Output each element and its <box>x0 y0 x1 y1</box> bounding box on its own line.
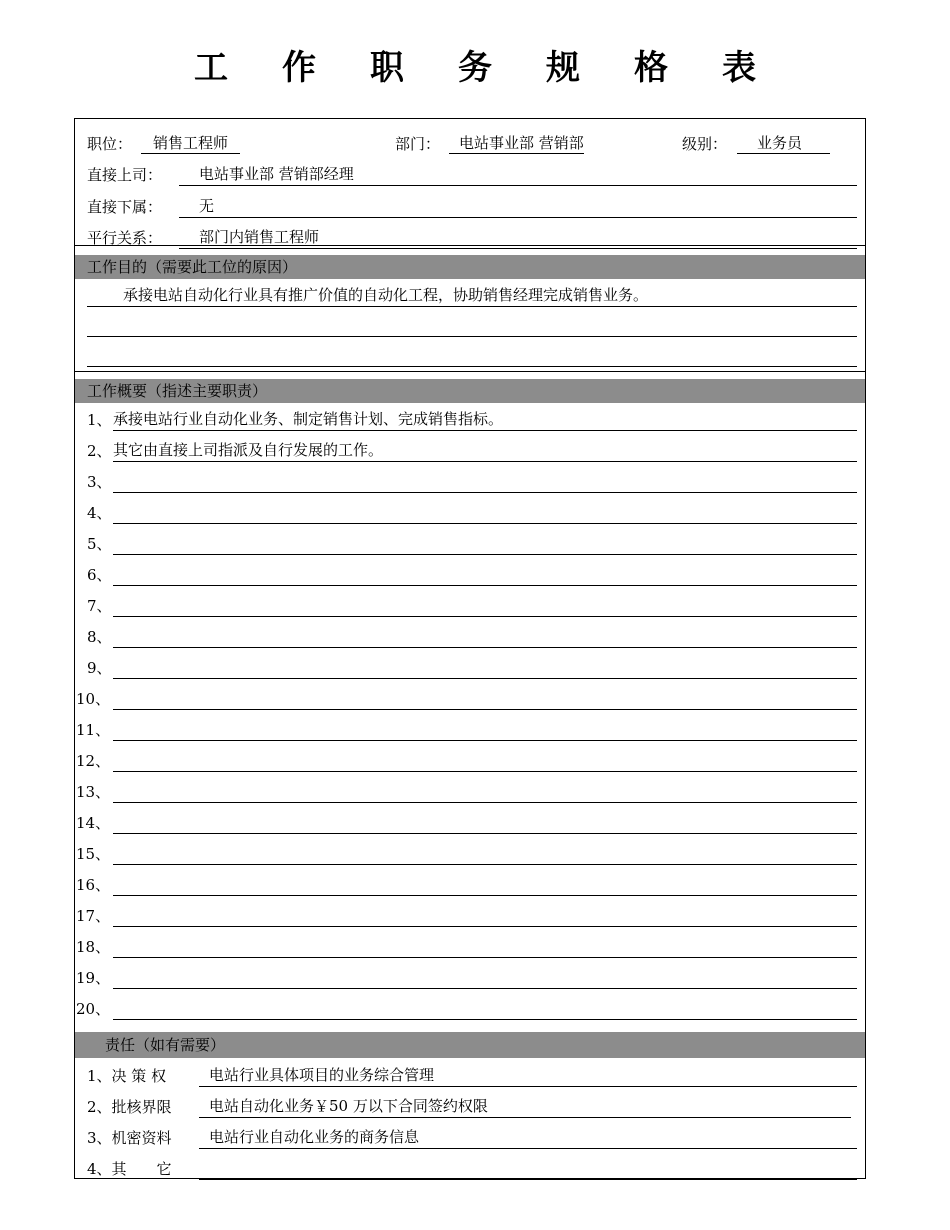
summary-item-number: 1、 <box>87 411 112 429</box>
header-row-4 <box>75 221 865 251</box>
summary-item-number: 17、 <box>76 907 111 925</box>
responsibility-item-label: 3、机密资料 <box>87 1129 172 1147</box>
responsibility-item <box>75 1059 865 1089</box>
subordinate-label: 直接下属： <box>87 198 163 216</box>
divider <box>75 371 865 372</box>
responsibility-item <box>75 1090 865 1120</box>
summary-item-number: 3、 <box>87 473 112 491</box>
summary-item-number: 10、 <box>76 690 111 708</box>
responsibility-heading: 责任（如有需要） <box>105 1036 226 1054</box>
position-label: 职位： <box>87 135 133 153</box>
summary-item <box>75 713 865 743</box>
level-label: 级别： <box>682 135 728 153</box>
position-value[interactable]: 销售工程师 <box>141 133 240 154</box>
summary-item-text[interactable] <box>113 966 857 989</box>
summary-item-number: 16、 <box>76 876 111 894</box>
summary-item-text[interactable] <box>113 625 857 648</box>
summary-item-text[interactable] <box>113 563 857 586</box>
summary-item <box>75 651 865 681</box>
header-row-3 <box>75 190 865 220</box>
summary-item <box>75 465 865 495</box>
summary-item-text[interactable] <box>113 687 857 710</box>
summary-item <box>75 434 865 464</box>
summary-item <box>75 868 865 898</box>
responsibility-item <box>75 1121 865 1151</box>
responsibility-item-label: 2、批核界限 <box>87 1098 172 1116</box>
summary-item <box>75 496 865 526</box>
purpose-text[interactable]: 承接电站自动化行业具有推广价值的自动化工程，协助销售经理完成销售业务。 <box>87 284 857 307</box>
summary-item-text[interactable] <box>113 718 857 741</box>
purpose-heading: 工作目的（需要此工位的原因） <box>87 258 298 276</box>
summary-item-text[interactable] <box>113 594 857 617</box>
summary-item <box>75 744 865 774</box>
summary-item-number: 20、 <box>76 1000 111 1018</box>
header-row-2 <box>75 158 865 188</box>
summary-item-text[interactable]: 承接电站行业自动化业务、制定销售计划、完成销售指标。 <box>113 408 857 431</box>
department-label: 部门： <box>395 135 441 153</box>
summary-item-text[interactable] <box>113 873 857 896</box>
summary-item <box>75 403 865 433</box>
summary-item-text[interactable] <box>113 532 857 555</box>
summary-item <box>75 837 865 867</box>
purpose-row-1 <box>75 279 865 309</box>
summary-item-number: 19、 <box>76 969 111 987</box>
responsibility-item-label: 4、其 它 <box>87 1160 172 1178</box>
summary-item-text[interactable] <box>113 997 857 1020</box>
summary-item-text[interactable] <box>113 749 857 772</box>
level-value[interactable]: 业务员 <box>737 133 830 154</box>
peer-value[interactable]: 部门内销售工程师 <box>179 226 857 249</box>
responsibility-item <box>75 1152 865 1182</box>
summary-item-text[interactable] <box>113 842 857 865</box>
summary-item-number: 7、 <box>87 597 112 615</box>
responsibility-heading-band <box>75 1032 865 1058</box>
summary-item <box>75 558 865 588</box>
page-title: 工 作 职 务 规 格 表 <box>194 48 778 88</box>
summary-item <box>75 806 865 836</box>
department-value[interactable]: 电站事业部 营销部 <box>449 133 584 154</box>
responsibility-item-value[interactable]: 电站自动化业务￥50 万以下合同签约权限 <box>199 1095 851 1118</box>
divider <box>75 245 865 246</box>
summary-item <box>75 682 865 712</box>
summary-item <box>75 930 865 960</box>
peer-label: 平行关系： <box>87 229 163 247</box>
summary-item-text[interactable] <box>113 935 857 958</box>
summary-item-number: 14、 <box>76 814 111 832</box>
summary-item-text[interactable] <box>113 470 857 493</box>
summary-heading: 工作概要（指述主要职责） <box>87 382 268 400</box>
subordinate-value[interactable]: 无 <box>179 195 857 218</box>
summary-item-text[interactable] <box>113 904 857 927</box>
summary-item-number: 15、 <box>76 845 111 863</box>
responsibility-item-label: 1、决 策 权 <box>87 1067 167 1085</box>
summary-item-number: 2、 <box>87 442 112 460</box>
purpose-row-2 <box>75 309 865 339</box>
summary-item-number: 4、 <box>87 504 112 522</box>
summary-item-number: 6、 <box>87 566 112 584</box>
purpose-heading-band <box>75 255 865 279</box>
summary-item <box>75 961 865 991</box>
summary-item-text[interactable] <box>113 780 857 803</box>
summary-item-number: 11、 <box>76 721 111 739</box>
summary-item-number: 8、 <box>87 628 112 646</box>
summary-item <box>75 775 865 805</box>
supervisor-label: 直接上司： <box>87 166 163 184</box>
summary-item <box>75 620 865 650</box>
responsibility-item-value[interactable]: 电站行业自动化业务的商务信息 <box>199 1126 857 1149</box>
summary-item-number: 13、 <box>76 783 111 801</box>
purpose-blank-line[interactable] <box>87 314 857 337</box>
responsibility-item-value[interactable]: 电站行业具体项目的业务综合管理 <box>199 1064 857 1087</box>
summary-item-text[interactable] <box>113 656 857 679</box>
summary-item-text[interactable] <box>113 501 857 524</box>
summary-item-number: 9、 <box>87 659 112 677</box>
summary-item-text[interactable] <box>113 811 857 834</box>
job-spec-form <box>74 118 866 1179</box>
summary-item-text[interactable]: 其它由直接上司指派及自行发展的工作。 <box>113 439 857 462</box>
summary-item <box>75 899 865 929</box>
summary-item <box>75 527 865 557</box>
summary-item-number: 5、 <box>87 535 112 553</box>
summary-item-number: 12、 <box>76 752 111 770</box>
supervisor-value[interactable]: 电站事业部 营销部经理 <box>179 163 857 186</box>
summary-heading-band <box>75 379 865 403</box>
summary-item <box>75 992 865 1022</box>
purpose-row-3 <box>75 339 865 369</box>
summary-item-number: 18、 <box>76 938 111 956</box>
purpose-blank-line[interactable] <box>87 344 857 367</box>
header-row-1 <box>75 127 865 157</box>
responsibility-item-value[interactable] <box>199 1157 857 1180</box>
summary-item <box>75 589 865 619</box>
